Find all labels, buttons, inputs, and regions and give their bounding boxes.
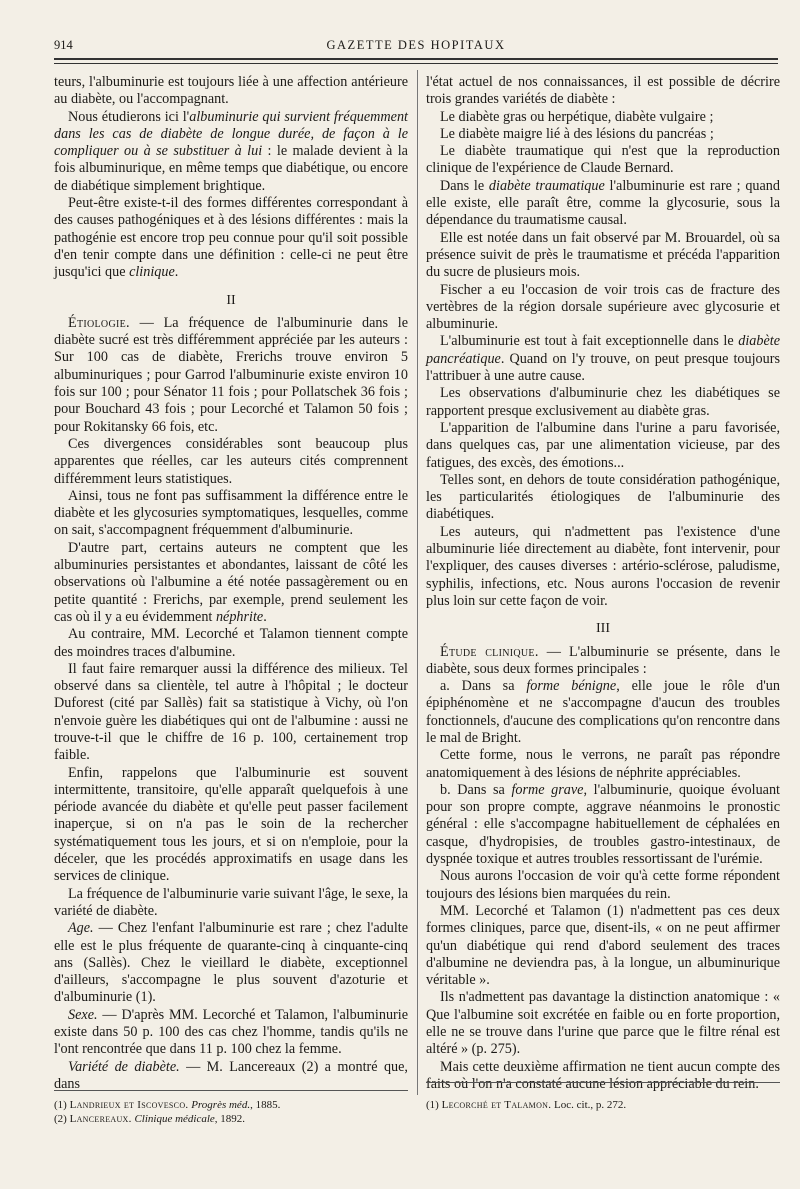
subsection-label: Age. <box>68 920 94 937</box>
text-run: . <box>174 264 179 281</box>
footnote-rule <box>426 1082 780 1083</box>
emphasis: diabète traumatique <box>488 177 605 194</box>
paragraph: Mais cette deuxième affirmation ne tient aucun compte des faits où l'on n'a constaté aucune lésion appréciable du rein. <box>426 1058 780 1092</box>
section-number: III <box>596 621 610 637</box>
right-footnotes <box>426 1098 780 1112</box>
paragraph: Au contraire, MM. Lecorché et Talamon tiennent compte des moindres traces d'albumine. <box>54 626 408 660</box>
paragraph <box>54 109 408 195</box>
paragraph <box>426 678 780 747</box>
emphasis: forme grave <box>511 781 584 798</box>
paragraph: Telles sont, en dehors de toute considération pathogénique, les particularités étiologiques de l'albuminurie des diabétiques. <box>426 471 780 523</box>
text-run: — L'albuminurie se présente, dans le diabète, sous deux formes principales : <box>426 643 780 677</box>
subsection-label: Variété de diabète. <box>68 1058 180 1075</box>
running-title: GAZETTE DES HOPITAUX <box>326 38 506 52</box>
footnote <box>54 1112 408 1126</box>
text-run: — D'après MM. Lecorché et Talamon, l'albuminurie existe dans 50 p. 100 des cas chez l'homme, tandis qu'ils ne l'ont rencontrée que dans 11 p. 100 chez la femme. <box>54 1006 408 1058</box>
text-run: Peut-être existe-t-il des formes différentes correspondant à des causes pathogéniques et à des lésions différentes : mais la pathogénie est encore trop peu connue pour qu'il soit possible d'en tenir compte dans une définition : celle-ci ne peut être jusqu'ici que <box>54 195 408 281</box>
paragraph: Ainsi, tous ne font pas suffisamment la différence entre le diabète et les glycosuries symptomatiques, lesquelles, comme on sait, s'accompagnent fréquemment d'albuminurie. <box>54 487 408 539</box>
header-rule-thin <box>54 63 778 64</box>
subsection-label: Sexe. <box>68 1006 98 1023</box>
text-run: a. Dans sa <box>440 678 527 695</box>
footnote-work: Progrès méd. <box>191 1099 251 1111</box>
footnote <box>54 1098 408 1112</box>
text-run: — Chez l'enfant l'albuminurie est rare ; chez l'adulte elle est le plus fréquente de quarante-cinq à cinquante-cinq ans (Sallès). Chez le vieillard le diabète, exceptionnel d'ailleurs, s'accompagne le plus souvent d'azoturie et d'albuminurie (1). <box>54 920 408 1006</box>
emphasis: néphrite <box>215 608 264 625</box>
text-run: b. Dans sa <box>440 781 512 798</box>
paragraph <box>426 782 780 868</box>
paragraph: Ils n'admettent pas davantage la distinction anatomique : « Que l'albumine soit excrétée en faible ou en forte proportion, elle ne se trouve dans l'urine que parce que le filtre rénal est altéré » (p. 275). <box>426 989 780 1058</box>
footnote-text: Loc. cit., p. 272. <box>551 1099 627 1111</box>
column-divider <box>417 70 418 1095</box>
paragraph: Le diabète traumatique qui n'est que la reproduction clinique de l'expérience de Claude Bernard. <box>426 143 780 177</box>
paragraph: MM. Lecorché et Talamon (1) n'admettent pas ces deux formes cliniques, parce que, disent-ils, « on ne peut affirmer qu'un diabétique qui rend d'abord seulement des traces d'albumine ne deviendra pas, à la longue, un albuminurique véritable ». <box>426 902 780 989</box>
paragraph: Enfin, rappelons que l'albuminurie est souvent intermittente, transitoire, qu'elle apparaît quelquefois à une période avancée du diabète et qu'elle peut passer facilement inaperçue, si on n'a pas le soin de la rechercher systématiquement tous les jours, et si on n'emploie, pour la déceler, que les procédés approximatifs en usage dans les services de clinique. <box>54 764 408 885</box>
text-run: D'autre part, certains auteurs ne comptent que les albuminuries persistantes et abondantes, laissant de côté les observations où l'albumine a été notée passagèrement ou en petite quantité : Frerichs, par exemple, prend seulement les cas où il y a eu évidemment <box>54 539 408 625</box>
emphasis: albuminurie qui survient fréquemment dans les cas de diabète de longue durée, de façon à le compliquer ou à se substituer à lui <box>54 108 408 160</box>
footnote-rule <box>54 1090 408 1091</box>
paragraph: l'état actuel de nos connaissances, il est possible de décrire trois grandes variétés de diabète : <box>426 74 780 108</box>
paragraph: Le diabète maigre lié à des lésions du pancréas ; <box>440 125 714 142</box>
emphasis: clinique <box>129 264 175 281</box>
section-number: II <box>226 292 236 308</box>
paragraph <box>54 195 408 281</box>
text-run: . Quand on l'y trouve, on peut presque toujours l'attribuer à une autre cause. <box>426 350 780 385</box>
paragraph: Les auteurs, qui n'admettent pas l'existence d'une albuminurie liée directement au diabète, font intervenir, pour l'expliquer, des causes diverses : artério-sclérose, paludisme, syphilis, infections, etc. Nous aurons l'occasion de revenir plus loin sur cette façon de voir. <box>426 523 780 609</box>
paragraph <box>54 1007 408 1059</box>
text-run: — M. Lancereaux (2) a montré que, dans <box>54 1058 408 1092</box>
text-run: , l'albuminurie, quoique évoluant pour son propre compte, aggrave néanmoins le pronostic général : elle s'accompagne habituellement de céphalées en casque, d'hydropisies, de troubles gastro-intestinaux, de dyspnée toxique et autres troubles ressortissant de l'urémie. <box>426 781 780 868</box>
text-run: — La fréquence de l'albuminurie dans le diabète sucré est très différemment appréciée par les auteurs : Sur 100 cas de diabète, Frerichs trouve environ 5 albuminuriques ; pour Garrod l'albuminurie existe environ 10 fois sur 100 ; pour Sénator 11 fois ; pour Pollatschek 36 fois ; pour Bouchard 43 fois ; pour Lecorché et Talamon 50 fois ; pour Rokitansky 66 fois, etc. <box>54 314 408 435</box>
paragraph <box>54 920 408 1006</box>
footnote-text: , 1885. <box>250 1099 281 1111</box>
text-run: Dans le <box>440 177 489 194</box>
paragraph: Il faut faire remarquer aussi la différence des milieux. Tel observé dans sa clientèle, tel autre à l'hôpital ; le docteur Duforest (cité par Sallès) fait sa statistique à Vichy, où l'on n'envoie guère les diabétiques qui ont de l'albumine : aussi ne trouve-t-il que le chiffre de 16 p. 100, certainement trop faible. <box>54 660 408 764</box>
section-label: Étiologie. <box>68 314 130 331</box>
footnote-text: , 1892. <box>214 1113 246 1125</box>
paragraph: Les observations d'albuminurie chez les diabétiques se rapportent presque exclusivement au diabète gras. <box>426 385 780 419</box>
paragraph: Nous aurons l'occasion de voir qu'à cette forme répondent toujours des lésions bien marquées du rein. <box>426 868 780 902</box>
paragraph <box>54 315 408 436</box>
paragraph <box>426 644 780 679</box>
footnote-number: (2) <box>54 1113 67 1125</box>
text-run: Nous étudierons ici l' <box>68 108 190 125</box>
left-footnotes <box>54 1098 408 1126</box>
footnote-author: Lecorché et Talamon. <box>441 1099 552 1111</box>
left-column <box>54 74 408 1093</box>
paragraph: La fréquence de l'albuminurie varie suivant l'âge, le sexe, la variété de diabète. <box>54 885 408 919</box>
emphasis: diabète pancréatique <box>426 333 780 367</box>
footnote <box>426 1098 780 1112</box>
paragraph <box>54 1059 408 1094</box>
text-run: L'albuminurie est tout à fait exceptionnelle dans le <box>440 333 739 350</box>
page-number: 914 <box>54 38 73 52</box>
header-rule-thick <box>54 58 778 60</box>
section-label: Étude clinique. <box>440 643 539 660</box>
paragraph: Elle est notée dans un fait observé par M. Brouardel, où sa présence suivit de près le traumatisme et précéda l'apparition du sucre de plusieurs mois. <box>426 229 780 281</box>
paragraph: teurs, l'albuminurie est toujours liée à une affection antérieure au diabète, ou l'accompagnant. <box>54 74 408 108</box>
footnote-author: Landrieux et Iscovesco. <box>69 1099 189 1111</box>
footnote-author: Lancereaux. <box>69 1113 132 1125</box>
paragraph: Cette forme, nous le verrons, ne paraît pas répondre anatomiquement à des lésions de néphrite appréciables. <box>426 747 780 781</box>
footnote-number: (1) <box>426 1099 439 1111</box>
footnote-number: (1) <box>54 1099 67 1111</box>
right-column <box>426 74 780 1093</box>
text-run: l'albuminurie est rare ; quand elle existe, elle paraît être, comme la glycosurie, sous la dépendance du traumatisme causal. <box>426 177 780 229</box>
paragraph: L'apparition de l'albumine dans l'urine a paru favorisée, dans quelques cas, par une alimentation vicieuse, par des fatigues, des excès, des émotions... <box>426 419 780 471</box>
paragraph <box>54 540 408 626</box>
footnote-work: Clinique médicale <box>134 1113 215 1125</box>
paragraph: Fischer a eu l'occasion de voir trois cas de fracture des vertèbres de la région dorsale supérieure avec glycosurie et albuminurie. <box>426 281 780 333</box>
text-run: : le malade devient à la fois albuminurique, en même temps que diabétique, ou encore de diabétique simplement brightique. <box>54 143 408 194</box>
page-header <box>54 34 778 56</box>
paragraph: Ces divergences considérables sont beaucoup plus apparentes que réelles, car les auteurs cités comprennent différemment leurs statistiques. <box>54 435 408 487</box>
paragraph <box>426 178 780 230</box>
paragraph <box>426 333 780 385</box>
text-run: . <box>263 608 267 625</box>
emphasis: forme bénigne <box>526 678 617 695</box>
paragraph: Le diabète gras ou herpétique, diabète vulgaire ; <box>440 108 714 125</box>
text-run: , elle joue le rôle d'un épiphénomène et ne s'accompagne d'aucun des troubles fonctionnels, d'aucune des complications qu'on rencontre dans le mal de Bright. <box>426 678 780 746</box>
